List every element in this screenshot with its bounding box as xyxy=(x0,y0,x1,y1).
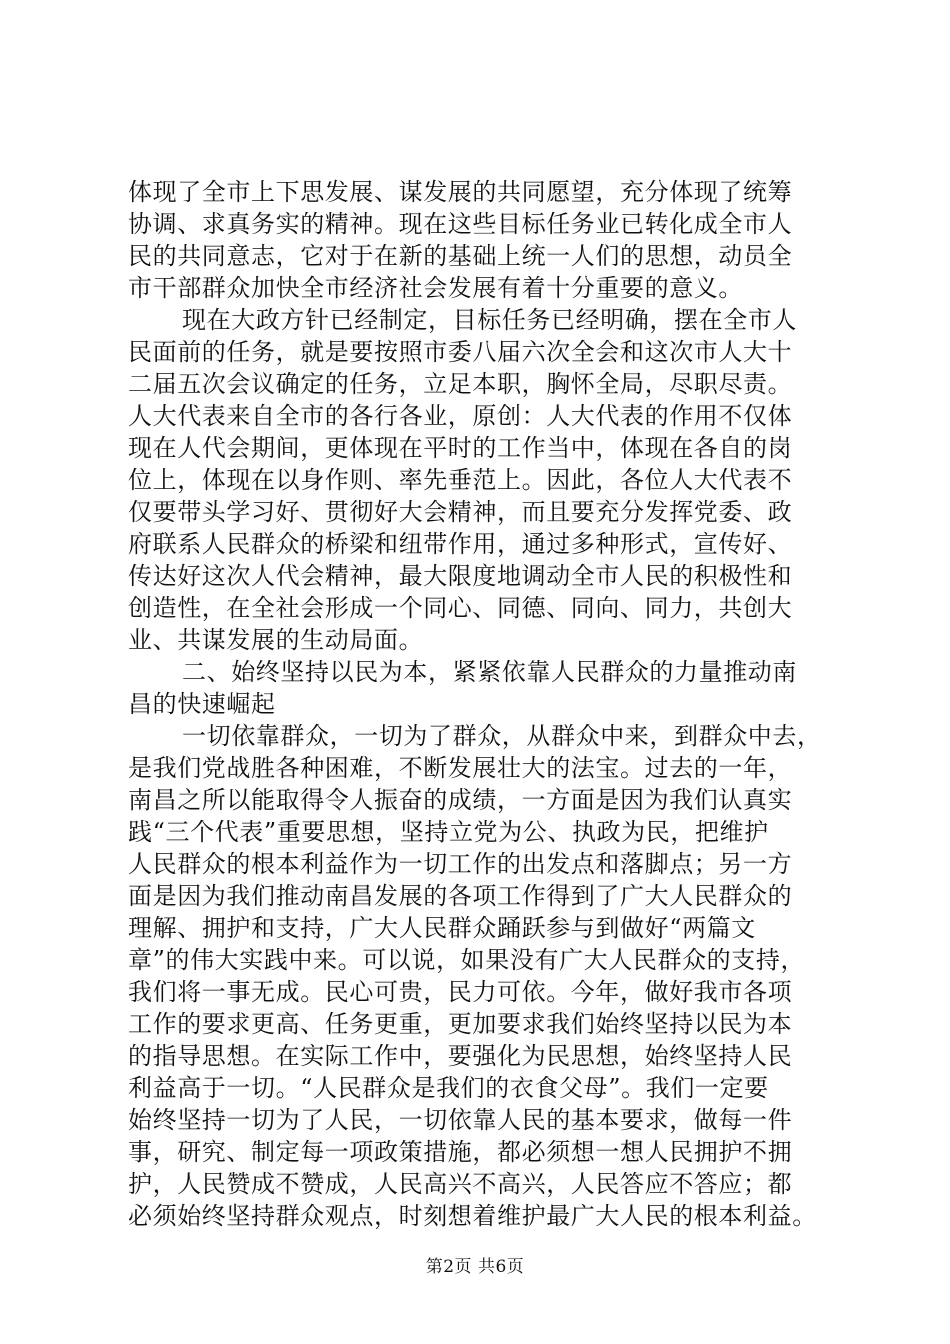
text-line: 始终坚持一切为了人民，一切依靠人民的基本要求，做每一件 xyxy=(128,1106,793,1134)
page-footer: 第2页 共6页 xyxy=(425,1257,525,1277)
text-line: 民面前的任务，就是要按照市委八届六次全会和这次市人大十 xyxy=(128,338,793,366)
text-line: 业、共谋发展的生动局面。 xyxy=(128,626,424,654)
text-line: 南昌之所以能取得令人振奋的成绩，一方面是因为我们认真实 xyxy=(128,786,793,814)
text-line: 府联系人民群众的桥梁和纽带作用，通过多种形式，宣传好、 xyxy=(128,530,793,558)
text-line: 章”的伟大实践中来。可以说，如果没有广大人民群众的支持， xyxy=(128,946,806,974)
text-line: 人民群众的根本利益作为一切工作的出发点和落脚点；另一方 xyxy=(128,850,793,878)
text-line: 理解、拥护和支持，广大人民群众踊跃参与到做好“两篇文 xyxy=(128,914,756,942)
text-line: 工作的要求更高、任务更重，更加要求我们始终坚持以民为本 xyxy=(128,1010,793,1038)
text-line: 创造性，在全社会形成一个同心、同德、同向、同力，共创大 xyxy=(128,594,793,622)
text-line: 二届五次会议确定的任务，立足本职，胸怀全局，尽职尽责。 xyxy=(128,370,793,398)
text-line: 护，人民赞成不赞成，人民高兴不高兴，人民答应不答应；都 xyxy=(128,1170,793,1198)
text-line: 践“三个代表”重要思想，坚持立党为公、执政为民，把维护 xyxy=(128,818,769,846)
text-line: 必须始终坚持群众观点，时刻想着维护最广大人民的根本利益。 xyxy=(128,1202,817,1230)
text-line: 现在大政方针已经制定，目标任务已经明确，摆在全市人 xyxy=(182,306,797,334)
text-line: 现在人代会期间，更体现在平时的工作当中，体现在各自的岗 xyxy=(128,434,793,462)
text-line: 二、始终坚持以民为本，紧紧依靠人民群众的力量推动南 xyxy=(182,658,797,686)
text-line: 传达好这次人代会精神，最大限度地调动全市人民的积极性和 xyxy=(128,562,793,590)
text-line: 昌的快速崛起 xyxy=(128,690,276,718)
text-line: 利益高于一切。“人民群众是我们的衣食父母”。我们一定要 xyxy=(128,1074,769,1102)
text-line: 人大代表来自全市的各行各业，原创：人大代表的作用不仅体 xyxy=(128,402,793,430)
text-line: 协调、求真务实的精神。现在这些目标任务业已转化成全市人 xyxy=(128,210,793,238)
text-line: 体现了全市上下思发展、谋发展的共同愿望，充分体现了统筹 xyxy=(128,178,793,206)
text-line: 面是因为我们推动南昌发展的各项工作得到了广大人民群众的 xyxy=(128,882,793,910)
text-line: 是我们党战胜各种困难，不断发展壮大的法宝。过去的一年， xyxy=(128,754,793,782)
text-line: 民的共同意志，它对于在新的基础上统一人们的思想，动员全 xyxy=(128,242,793,270)
text-line: 我们将一事无成。民心可贵，民力可依。今年，做好我市各项 xyxy=(128,978,793,1006)
text-line: 位上，体现在以身作则、率先垂范上。因此，各位人大代表不 xyxy=(128,466,793,494)
text-line: 市干部群众加快全市经济社会发展有着十分重要的意义。 xyxy=(128,274,743,302)
text-line: 仅要带头学习好、贯彻好大会精神，而且要充分发挥党委、政 xyxy=(128,498,793,526)
text-line: 一切依靠群众，一切为了群众，从群众中来，到群众中去， xyxy=(182,722,822,750)
document-body xyxy=(128,176,836,1232)
text-line: 的指导思想。在实际工作中，要强化为民思想，始终坚持人民 xyxy=(128,1042,793,1070)
text-line: 事，研究、制定每一项政策措施，都必须想一想人民拥护不拥 xyxy=(128,1138,793,1166)
